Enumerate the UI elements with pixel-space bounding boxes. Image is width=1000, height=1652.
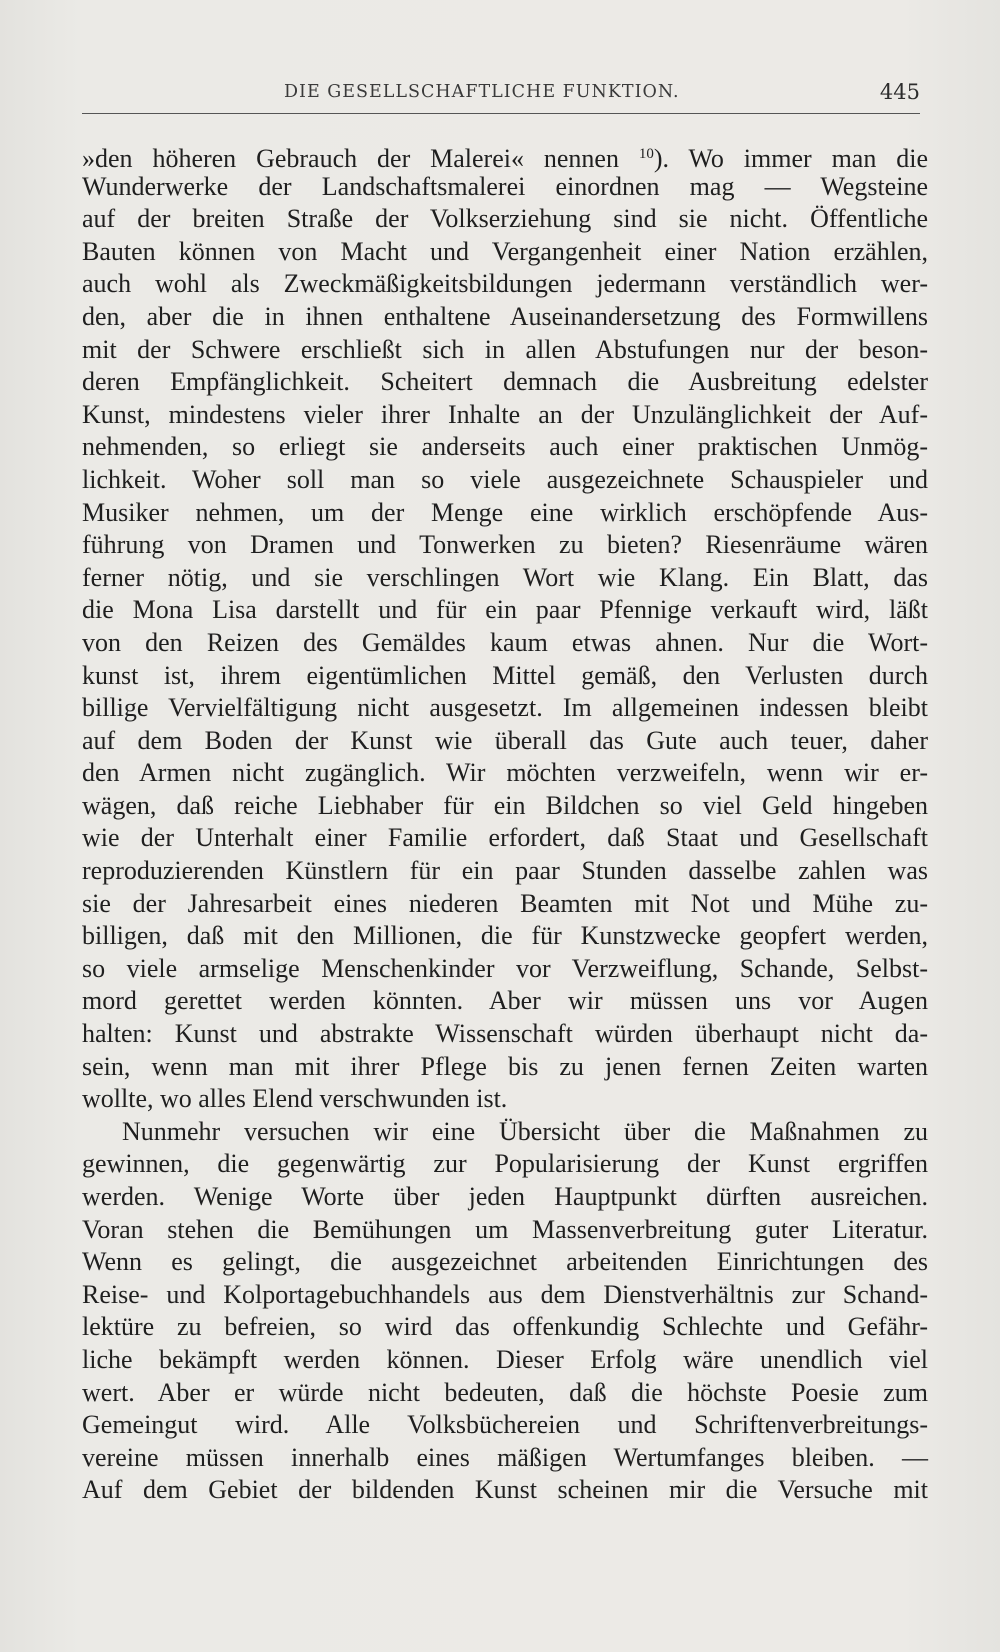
footnote-marker: 10 [638,146,654,162]
text-line: Kunst, mindestens vieler ihrer Inhalte an der Unzulänglichkeit der Auf- [82,399,928,429]
page-number: 445 [879,80,920,104]
text-line: werden. Wenige Worte über jeden Hauptpunkt dürften ausreichen. [82,1182,928,1211]
page-header [82,78,920,114]
text-line: wollte, wo alles Elend verschwunden ist. [82,1084,508,1114]
text-line: Musiker nehmen, um der Menge eine wirklich erschöpfende Aus- [82,497,928,527]
text-line: Auf dem Gebiet der bildenden Kunst scheinen mir die Versuche mit [82,1475,928,1505]
text-line: auf der breiten Straße der Volkserziehung sind sie nicht. Öffentliche [82,204,928,234]
text-line: nehmenden, so erliegt sie anderseits auch einer praktischen Unmög- [82,432,928,462]
text-line: halten: Kunst und abstrakte Wissenschaft würden überhaupt nicht da- [82,1019,928,1049]
text-line: auch wohl als Zweckmäßigkeitsbildungen jedermann verständlich wer- [82,269,928,299]
text-line: billige Vervielfältigung nicht ausgesetzt. Im allgemeinen indessen bleibt [82,693,928,723]
text-line: führung von Dramen und Tonwerken zu bieten? Riesenräume wären [82,530,928,560]
running-title: DIE GESELLSCHAFTLICHE FUNKTION. [284,82,680,102]
text-line: Reise- und Kolportagebuchhandels aus dem Dienstverhältnis zur Schand- [82,1279,928,1309]
text-line: sein, wenn man mit ihrer Pflege bis zu jenen fernen Zeiten warten [82,1051,928,1081]
text-line: lektüre zu befreien, so wird das offenkundig Schlechte und Gefähr- [82,1312,928,1342]
text-line [82,138,928,171]
text-line: Gemeingut wird. Alle Volksbüchereien und Schriftenverbreitungs- [82,1410,928,1440]
text-line: vereine müssen innerhalb eines mäßigen Wertumfanges bleiben. — [82,1442,928,1472]
text-line: von den Reizen des Gemäldes kaum etwas ahnen. Nur die Wort- [82,627,928,657]
text-line: liche bekämpft werden können. Dieser Erfolg wäre unendlich viel [82,1344,928,1374]
text-line: den, aber die in ihnen enthaltene Auseinandersetzung des Formwillens [82,301,928,331]
text-line: Wunderwerke der Landschaftsmalerei einordnen mag — Wegsteine [82,171,928,201]
line-text: ). Wo immer man die [653,144,928,173]
text-line: billigen, daß mit den Millionen, die für Kunstzwecke geopfert werden, [82,921,928,951]
text-line: die Mona Lisa darstellt und für ein paar Pfennige verkauft wird, läßt [82,595,928,625]
text-line: wie der Unterhalt einer Familie erfordert, daß Staat und Gesellschaft [82,823,928,853]
text-line: den Armen nicht zugänglich. Wir möchten verzweifeln, wenn wir er- [82,758,928,788]
text-line: kunst ist, ihrem eigentümlichen Mittel gemäß, den Verlusten durch [82,660,928,690]
body-text [82,138,928,1507]
text-line: mit der Schwere erschließt sich in allen Abstufungen nur der beson- [82,334,928,364]
text-line: wägen, daß reiche Liebhaber für ein Bildchen so viel Geld hingeben [82,790,928,820]
text-line: ferner nötig, und sie verschlingen Wort wie Klang. Ein Blatt, das [82,562,928,592]
text-line: wert. Aber er würde nicht bedeuten, daß die höchste Poesie zum [82,1377,928,1407]
text-line: so viele armselige Menschenkinder vor Verzweiflung, Schande, Selbst- [82,953,928,983]
text-line: sie der Jahresarbeit eines niederen Beamten mit Not und Mühe zu- [82,888,928,918]
text-line: Bauten können von Macht und Vergangenheit einer Nation erzählen, [82,236,928,266]
text-line: reproduzierenden Künstlern für ein paar Stunden dasselbe zahlen was [82,856,928,886]
text-line: gewinnen, die gegenwärtig zur Popularisierung der Kunst ergriffen [82,1149,928,1179]
header-rule [82,113,920,114]
text-line: auf dem Boden der Kunst wie überall das Gute auch teuer, daher [82,725,928,755]
text-line: Wenn es gelingt, die ausgezeichnet arbeitenden Einrichtungen des [82,1247,928,1277]
text-line: Nunmehr versuchen wir eine Übersicht über die Maßnahmen zu [122,1116,928,1146]
text-line: mord gerettet werden könnten. Aber wir müssen uns vor Augen [82,986,928,1016]
line-text: »den höheren Gebrauch der Malerei« nennen [82,144,619,173]
text-line: lichkeit. Woher soll man so viele ausgezeichnete Schauspieler und [82,464,928,494]
text-line: deren Empfänglichkeit. Scheitert demnach die Ausbreitung edelster [82,367,928,397]
text-line: Voran stehen die Bemühungen um Massenverbreitung guter Literatur. [82,1214,928,1244]
